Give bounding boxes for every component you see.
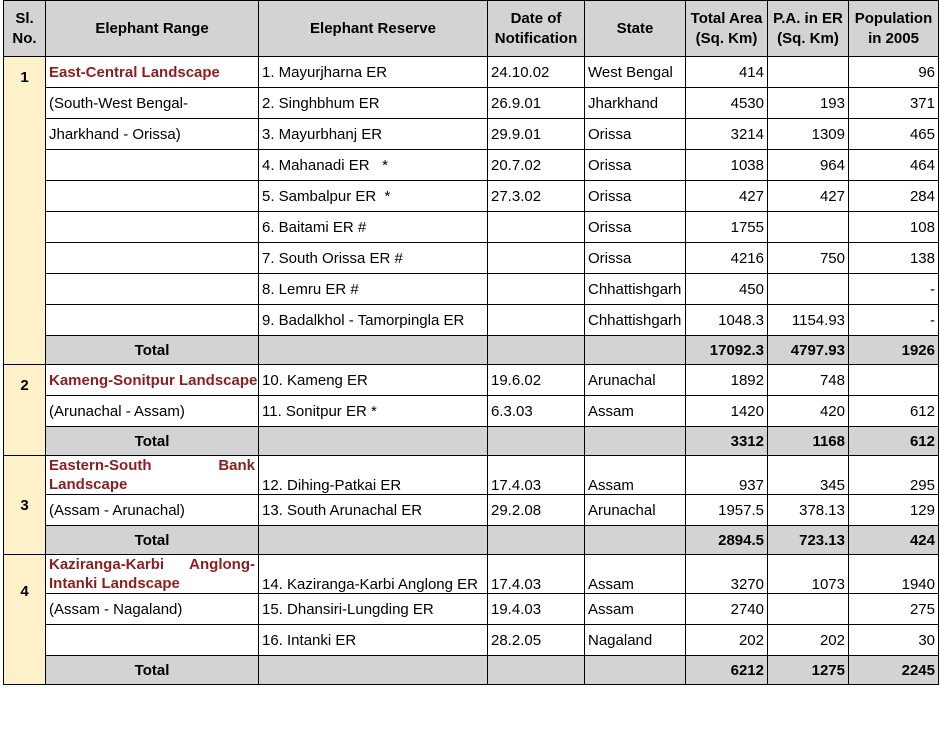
area-cell: 4530 [686,88,768,119]
pa-cell: 750 [768,243,849,274]
state-cell: Arunachal [585,365,686,396]
reserve-cell: 11. Sonitpur ER * [259,396,488,427]
date-cell: 26.9.01 [488,88,585,119]
total-empty-cell [585,526,686,555]
total-pa-cell: 1168 [768,427,849,456]
area-cell: 1420 [686,396,768,427]
area-cell: 1048.3 [686,305,768,336]
total-label: Total [46,336,259,365]
table-row [4,495,939,526]
date-cell [488,274,585,305]
area-cell: 3214 [686,119,768,150]
state-cell: Assam [585,555,686,594]
date-cell: 19.6.02 [488,365,585,396]
total-empty-cell [488,526,585,555]
area-cell: 2740 [686,594,768,625]
range-empty-cell [46,181,259,212]
total-empty-cell [585,656,686,685]
pa-cell [768,274,849,305]
state-cell: Orissa [585,150,686,181]
area-cell: 450 [686,274,768,305]
total-population-cell: 2245 [849,656,939,685]
total-empty-cell [259,336,488,365]
population-cell: - [849,274,939,305]
reserve-cell: 10. Kameng ER [259,365,488,396]
total-population-cell: 424 [849,526,939,555]
area-cell: 937 [686,456,768,495]
table-row [4,625,939,656]
state-cell: West Bengal [585,57,686,88]
total-row [4,336,939,365]
pa-cell: 964 [768,150,849,181]
state-cell: Nagaland [585,625,686,656]
reserve-cell: 2. Singhbhum ER [259,88,488,119]
sl-no-cell: 4 [4,555,46,685]
state-cell: Jharkhand [585,88,686,119]
header-date-of-notification: Date of Notification [488,1,585,57]
pa-cell: 345 [768,456,849,495]
header-total-area: Total Area (Sq. Km) [686,1,768,57]
total-empty-cell [585,427,686,456]
date-cell: 27.3.02 [488,181,585,212]
area-cell: 1957.5 [686,495,768,526]
pa-cell [768,57,849,88]
date-cell: 20.7.02 [488,150,585,181]
total-empty-cell [259,656,488,685]
table-row [4,212,939,243]
table-row [4,88,939,119]
reserve-cell: 7. South Orissa ER # [259,243,488,274]
header-row [4,1,939,57]
range-subtitle: (Assam - Nagaland) [46,594,259,625]
area-cell: 427 [686,181,768,212]
table-row [4,243,939,274]
range-title: East-Central Landscape [46,57,259,88]
reserve-cell: 13. South Arunachal ER [259,495,488,526]
pa-cell: 1073 [768,555,849,594]
table-row [4,594,939,625]
population-cell: 1940 [849,555,939,594]
population-cell [849,365,939,396]
date-cell: 17.4.03 [488,456,585,495]
population-cell: 138 [849,243,939,274]
total-population-cell: 1926 [849,336,939,365]
date-cell: 17.4.03 [488,555,585,594]
population-cell: 464 [849,150,939,181]
table-row [4,365,939,396]
state-cell: Orissa [585,212,686,243]
state-cell: Chhattishgarh [585,305,686,336]
total-population-cell: 612 [849,427,939,456]
total-label: Total [46,526,259,555]
state-cell: Orissa [585,119,686,150]
pa-cell: 1154.93 [768,305,849,336]
reserve-cell: 4. Mahanadi ER * [259,150,488,181]
pa-cell: 748 [768,365,849,396]
range-subtitle: (Arunachal - Assam) [46,396,259,427]
table-row [4,305,939,336]
table-row [4,555,939,594]
area-cell: 1038 [686,150,768,181]
range-empty-cell [46,625,259,656]
population-cell: 129 [849,495,939,526]
area-cell: 4216 [686,243,768,274]
header-elephant-range: Elephant Range [46,1,259,57]
range-empty-cell [46,274,259,305]
total-row [4,427,939,456]
table-row [4,57,939,88]
range-subtitle: (Assam - Arunachal) [46,495,259,526]
range-title: Kaziranga-Karbi Anglong-Intanki Landscape [46,555,259,594]
reserve-cell: 8. Lemru ER # [259,274,488,305]
population-cell: 96 [849,57,939,88]
reserve-cell: 15. Dhansiri-Lungding ER [259,594,488,625]
reserve-cell: 14. Kaziranga-Karbi Anglong ER [259,555,488,594]
reserve-cell: 12. Dihing-Patkai ER [259,456,488,495]
population-cell: 371 [849,88,939,119]
total-empty-cell [488,427,585,456]
date-cell: 29.2.08 [488,495,585,526]
total-area-cell: 3312 [686,427,768,456]
table-row [4,274,939,305]
reserve-cell: 6. Baitami ER # [259,212,488,243]
pa-cell: 193 [768,88,849,119]
population-cell: 108 [849,212,939,243]
area-cell: 3270 [686,555,768,594]
state-cell: Assam [585,456,686,495]
area-cell: 1892 [686,365,768,396]
date-cell [488,212,585,243]
range-title: Kameng-Sonitpur Landscape [46,365,259,396]
range-empty-cell [46,212,259,243]
area-cell: 1755 [686,212,768,243]
range-subtitle: Jharkhand - Orissa) [46,119,259,150]
total-empty-cell [488,336,585,365]
pa-cell: 427 [768,181,849,212]
date-cell [488,305,585,336]
total-pa-cell: 1275 [768,656,849,685]
header-sl-no: Sl. No. [4,1,46,57]
reserve-cell: 5. Sambalpur ER * [259,181,488,212]
range-subtitle: (South-West Bengal- [46,88,259,119]
total-row [4,656,939,685]
sl-no-cell: 1 [4,57,46,365]
table-row [4,456,939,495]
elephant-reserves-table [3,0,939,685]
total-pa-cell: 723.13 [768,526,849,555]
state-cell: Chhattishgarh [585,274,686,305]
pa-cell: 420 [768,396,849,427]
reserve-cell: 3. Mayurbhanj ER [259,119,488,150]
date-cell [488,243,585,274]
total-area-cell: 6212 [686,656,768,685]
population-cell: 465 [849,119,939,150]
table-row [4,119,939,150]
sl-no-cell: 3 [4,456,46,555]
total-empty-cell [585,336,686,365]
total-pa-cell: 4797.93 [768,336,849,365]
sl-no-cell: 2 [4,365,46,456]
table-row [4,150,939,181]
range-empty-cell [46,150,259,181]
reserve-cell: 9. Badalkhol - Tamorpingla ER [259,305,488,336]
population-cell: - [849,305,939,336]
total-label: Total [46,656,259,685]
header-pa-in-er: P.A. in ER (Sq. Km) [768,1,849,57]
total-area-cell: 2894.5 [686,526,768,555]
population-cell: 295 [849,456,939,495]
date-cell: 24.10.02 [488,57,585,88]
area-cell: 414 [686,57,768,88]
range-empty-cell [46,243,259,274]
pa-cell: 1309 [768,119,849,150]
state-cell: Orissa [585,243,686,274]
date-cell: 28.2.05 [488,625,585,656]
pa-cell [768,594,849,625]
header-elephant-reserve: Elephant Reserve [259,1,488,57]
population-cell: 284 [849,181,939,212]
total-row [4,526,939,555]
state-cell: Assam [585,396,686,427]
range-title: Eastern-South Bank Landscape [46,456,259,495]
pa-cell: 202 [768,625,849,656]
table-row [4,181,939,212]
total-empty-cell [259,427,488,456]
total-area-cell: 17092.3 [686,336,768,365]
area-cell: 202 [686,625,768,656]
date-cell: 29.9.01 [488,119,585,150]
population-cell: 612 [849,396,939,427]
population-cell: 30 [849,625,939,656]
range-empty-cell [46,305,259,336]
state-cell: Assam [585,594,686,625]
total-empty-cell [488,656,585,685]
reserve-cell: 16. Intanki ER [259,625,488,656]
header-state: State [585,1,686,57]
pa-cell [768,212,849,243]
total-empty-cell [259,526,488,555]
state-cell: Arunachal [585,495,686,526]
total-label: Total [46,427,259,456]
pa-cell: 378.13 [768,495,849,526]
state-cell: Orissa [585,181,686,212]
header-population-2005: Population in 2005 [849,1,939,57]
date-cell: 6.3.03 [488,396,585,427]
population-cell: 275 [849,594,939,625]
date-cell: 19.4.03 [488,594,585,625]
table-row [4,396,939,427]
reserve-cell: 1. Mayurjharna ER [259,57,488,88]
